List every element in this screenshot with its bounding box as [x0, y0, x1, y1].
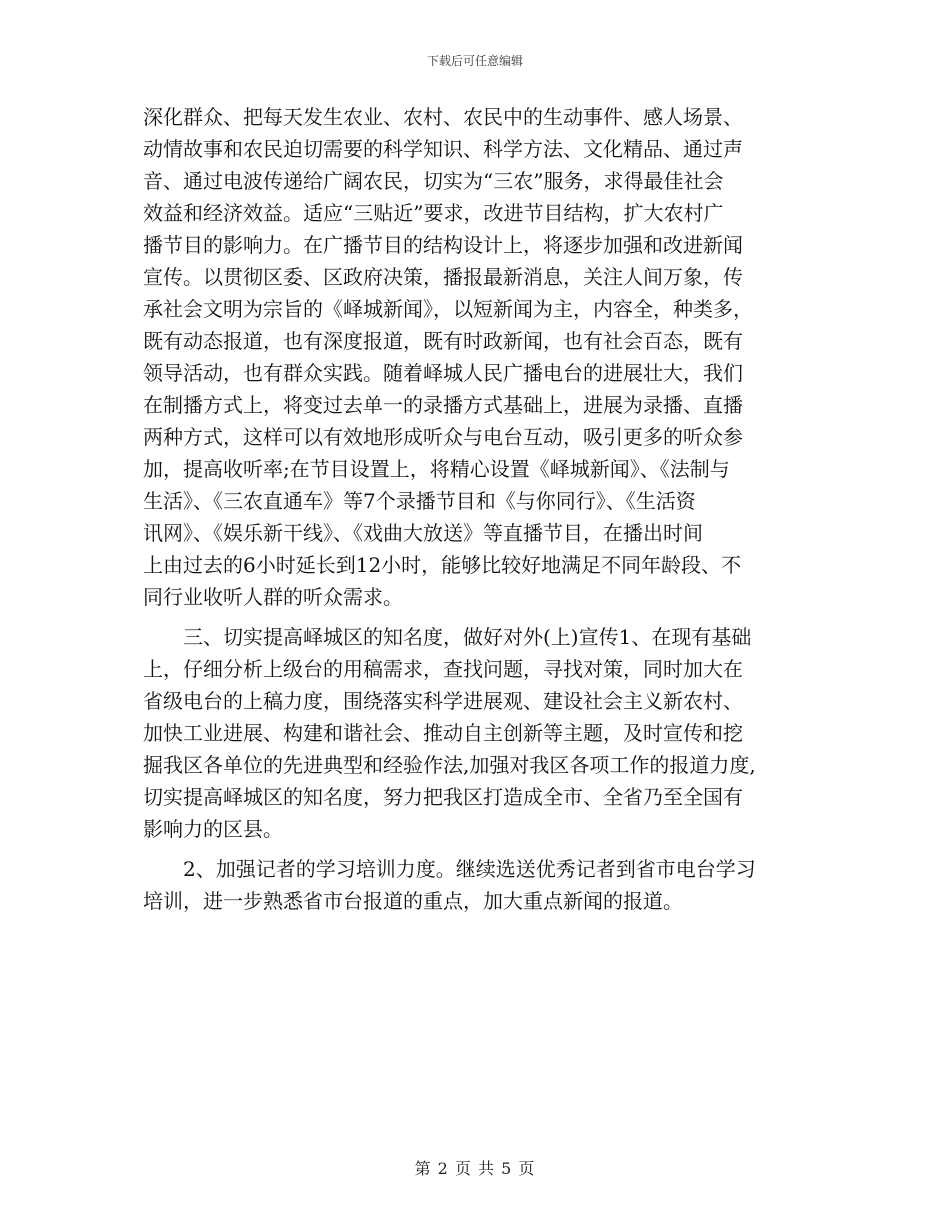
text-line: 掘我区各单位的先进典型和经验作法,加强对我区各项工作的报道力度,: [143, 753, 756, 777]
text-line: 在制播方式上，将变过去单一的录播方式基础上，进展为录播、直播: [143, 393, 743, 417]
text-line: 生活》、《三农直通车》等7个录播节目和《与你同行》、《生活资: [143, 489, 696, 513]
text-line: 两种方式，这样可以有效地形成听众与电台互动，吸引更多的听众参: [143, 425, 743, 449]
text-line: 上由过去的6小时延长到12小时，能够比较好地满足不同年龄段、不: [143, 553, 742, 577]
text-line: 同行业收听人群的听众需求。: [143, 585, 403, 609]
text-line: 效益和经济效益。适应“三贴近”要求，改进节目结构，扩大农村广: [143, 201, 724, 225]
text-line: 既有动态报道，也有深度报道，既有时政新闻，也有社会百态，既有: [143, 329, 743, 353]
paragraph: [143, 621, 813, 845]
text-line: 宣传。以贯彻区委、区政府决策，播报最新消息，关注人间万象，传: [143, 265, 743, 289]
text-line: 承社会文明为宗旨的《峄城新闻》，以短新闻为主，内容全，种类多，: [143, 297, 753, 321]
text-line: 深化群众、把每天发生农业、农村、农民中的生动事件、感人场景、: [143, 105, 743, 129]
text-line: 讯网》、《娱乐新干线》、《戏曲大放送》等直播节目，在播出时间: [143, 521, 703, 545]
paragraph: [143, 101, 813, 613]
text-line: 音、通过电波传递给广阔农民，切实为“三农”服务，求得最佳社会: [143, 169, 724, 193]
document-body: [143, 101, 813, 917]
text-line: 培训，进一步熟悉省市台报道的重点，加大重点新闻的报道。: [143, 889, 683, 913]
text-line: 播节目的影响力。在广播节目的结构设计上，将逐步加强和改进新闻: [143, 233, 743, 257]
text-line: 影响力的区县。: [143, 817, 283, 841]
text-line: 领导活动，也有群众实践。随着峄城人民广播电台的进展壮大，我们: [143, 361, 743, 385]
text-line: 切实提高峄城区的知名度，努力把我区打造成全市、全省乃至全国有: [143, 785, 743, 809]
page-number: 第 2 页 共 5 页: [414, 1159, 536, 1178]
text-line: 省级电台的上稿力度，围绕落实科学进展观、建设社会主义新农村、: [143, 689, 743, 713]
text-line: 加，提高收听率;在节目设置上，将精心设置《峄城新闻》、《法制与: [143, 457, 730, 481]
text-line: 动情故事和农民迫切需要的科学知识、科学方法、文化精品、通过声: [143, 137, 743, 161]
text-line: 三、切实提高峄城区的知名度，做好对外(上)宣传1、在现有基础: [183, 625, 752, 649]
paragraph: [143, 853, 813, 917]
text-line: 上，仔细分析上级台的用稿需求，查找问题，寻找对策，同时加大在: [143, 657, 743, 681]
page-header: 下载后可任意编辑: [426, 54, 523, 68]
text-line: 加快工业进展、构建和谐社会、推动自主创新等主题，及时宣传和挖: [143, 721, 743, 745]
text-line: 2、加强记者的学习培训力度。继续选送优秀记者到省市电台学习: [183, 857, 756, 881]
